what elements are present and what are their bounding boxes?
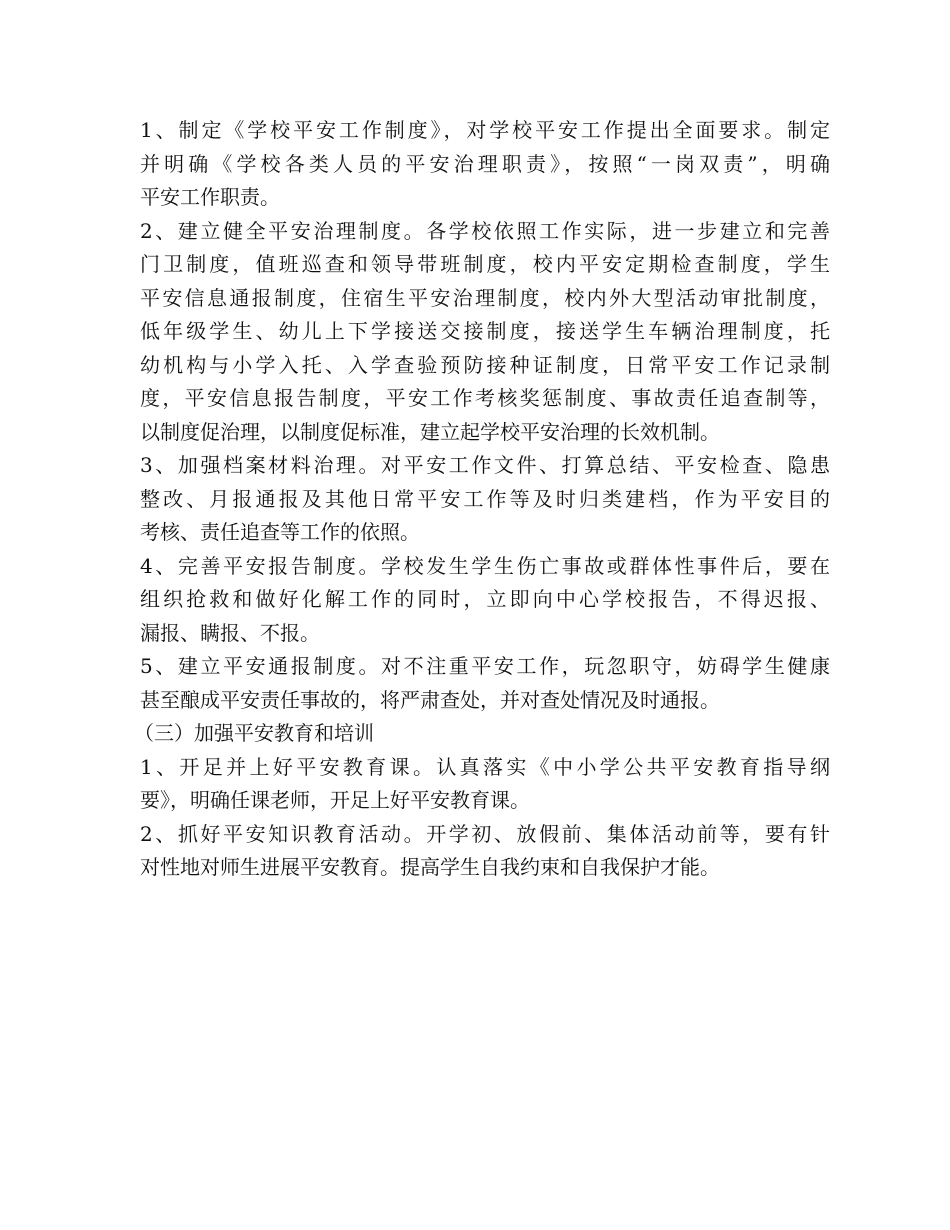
text-line: 整改、月报通报及其他日常平安工作等及时归类建档，作为平安目的 <box>140 486 830 511</box>
text-line: 2、抓好平安知识教育活动。开学初、放假前、集体活动前等，要有针 <box>140 821 830 846</box>
text-line: 3、加强档案材料治理。对平安工作文件、打算总结、平安检查、隐患 <box>140 453 830 477</box>
text-line: 2、建立健全平安治理制度。各学校依照工作实际，进一步建立和完善 <box>140 218 830 243</box>
text-line: 平安信息通报制度，住宿生平安治理制度，校内外大型活动审批制度， <box>140 285 830 310</box>
document-body <box>134 114 830 885</box>
section-heading: （三）加强平安教育和培训 <box>134 721 374 745</box>
text-line: 5、建立平安通报制度。对不注重平安工作，玩忽职守，妨碍学生健康 <box>140 654 830 678</box>
text-line: 1、开足并上好平安教育课。认真落实《中小学公共平安教育指导纲 <box>140 754 830 779</box>
text-line: 1、制定《学校平安工作制度》，对学校平安工作提出全面要求。制定 <box>140 118 830 142</box>
text-line: 并明确《学校各类人员的平安治理职责》，按照“一岗双责”，明确 <box>140 151 830 176</box>
text-line: 以制度促治理，以制度促标准，建立起学校平安治理的长效机制。 <box>140 419 720 444</box>
text-line: 漏报、瞒报、不报。 <box>140 620 320 645</box>
text-line: 幼机构与小学入托、入学查验预防接种证制度，日常平安工作记录制 <box>140 352 830 377</box>
text-line: 要》，明确任课老师，开足上好平安教育课。 <box>140 788 530 812</box>
text-line: 平安工作职责。 <box>140 185 280 209</box>
text-line: 门卫制度，值班巡查和领导带班制度，校内平安定期检查制度，学生 <box>140 252 830 276</box>
text-line: 对性地对师生进展平安教育。提高学生自我约束和自我保护才能。 <box>140 855 720 879</box>
text-line: 组织抢救和做好化解工作的同时，立即向中心学校报告，不得迟报、 <box>140 587 830 611</box>
text-line: 考核、责任追查等工作的依照。 <box>140 520 420 544</box>
text-line: 4、完善平安报告制度。学校发生学生伤亡事故或群体性事件后，要在 <box>140 553 830 578</box>
text-line: 度，平安信息报告制度，平安工作考核奖惩制度、事故责任追查制等， <box>140 386 830 410</box>
text-line: 甚至酿成平安责任事故的，将严肃查处，并对查处情况及时通报。 <box>140 687 720 712</box>
text-line: 低年级学生、幼儿上下学接送交接制度，接送学生车辆治理制度，托 <box>140 319 830 343</box>
